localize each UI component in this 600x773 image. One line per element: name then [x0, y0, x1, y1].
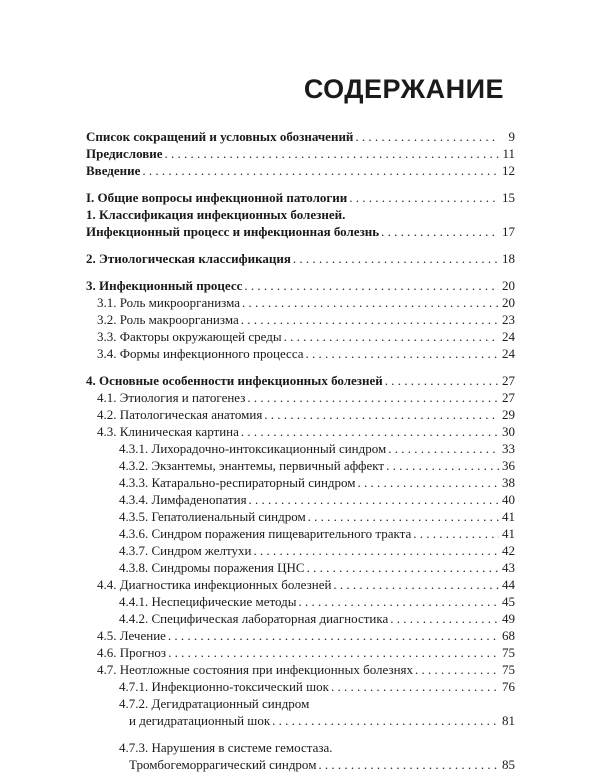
- toc-entry-title: Введение: [86, 163, 141, 178]
- toc-entry-page-number: 36: [502, 458, 515, 473]
- toc-entry: [86, 423, 515, 440]
- toc-entry: [86, 345, 515, 362]
- toc-entry-title: 4.3.7. Синдром желтухи: [119, 543, 252, 558]
- toc-entry: [86, 128, 515, 145]
- toc-entry-page-number: 41: [502, 509, 515, 524]
- dot-leader: [168, 627, 499, 644]
- toc-entry: [86, 661, 515, 678]
- toc-entry: [86, 695, 515, 712]
- dot-leader: [333, 576, 499, 593]
- toc-entry-title: 4.3.5. Гепатолиенальный синдром: [119, 509, 306, 524]
- dot-leader: [388, 440, 499, 457]
- dot-leader: [381, 223, 499, 240]
- toc-entry-title: 3.2. Роль макроорганизма: [97, 312, 239, 327]
- dot-leader: [390, 610, 499, 627]
- toc-entry-title: 4.4. Диагностика инфекционных болезней: [97, 577, 332, 592]
- dot-leader: [355, 128, 499, 145]
- toc-entry: [86, 712, 515, 729]
- toc-entry: [86, 610, 515, 627]
- table-of-contents: [86, 128, 515, 773]
- toc-entry: [86, 206, 515, 223]
- dot-leader: [264, 406, 499, 423]
- toc-entry-title: Тромбогеморрагический синдром: [129, 757, 317, 772]
- dot-leader: [253, 542, 499, 559]
- toc-entry-title: 3.4. Формы инфекционного процесса: [97, 346, 304, 361]
- toc-entry: [86, 145, 515, 162]
- toc-entry: [86, 593, 515, 610]
- toc-entry: [86, 576, 515, 593]
- dot-leader: [349, 189, 499, 206]
- dot-leader: [415, 661, 499, 678]
- toc-entry-page-number: 30: [502, 424, 515, 439]
- toc-entry-page-number: 38: [502, 475, 515, 490]
- toc-entry-title: 4.4.2. Специфическая лабораторная диагностика: [119, 611, 389, 626]
- toc-entry: [86, 328, 515, 345]
- toc-entry-page-number: 40: [502, 492, 515, 507]
- dot-leader: [272, 712, 499, 729]
- toc-entry-page-number: 68: [502, 628, 515, 643]
- dot-leader: [358, 474, 499, 491]
- dot-leader: [413, 525, 499, 542]
- toc-entry-page-number: 49: [502, 611, 515, 626]
- toc-entry-page-number: 17: [502, 224, 515, 239]
- toc-entry-page-number: 85: [502, 757, 515, 772]
- toc-entry: [86, 508, 515, 525]
- toc-entry-title: 4.3.1. Лихорадочно-интоксикационный синдром: [119, 441, 387, 456]
- toc-entry-title: 4.3.3. Катарально-респираторный синдром: [119, 475, 356, 490]
- toc-entry-page-number: 43: [502, 560, 515, 575]
- toc-entry-title: Предисловие: [86, 146, 163, 161]
- toc-entry: [86, 250, 515, 267]
- toc-entry-title: 4.3.4. Лимфаденопатия: [119, 492, 247, 507]
- toc-entry-page-number: 41: [502, 526, 515, 541]
- dot-leader: [241, 311, 499, 328]
- toc-entry-title: I. Общие вопросы инфекционной патологии: [86, 190, 348, 205]
- toc-entry: [86, 311, 515, 328]
- toc-entry: [86, 474, 515, 491]
- dot-leader: [307, 559, 499, 576]
- dot-leader: [247, 389, 499, 406]
- dot-leader: [308, 508, 499, 525]
- toc-entry-page-number: 20: [502, 295, 515, 310]
- toc-entry: [86, 457, 515, 474]
- toc-entry-title: 4.4.1. Неспецифические методы: [119, 594, 297, 609]
- toc-entry-title: 2. Этиологическая классификация: [86, 251, 291, 266]
- toc-entry-page-number: 81: [502, 713, 515, 728]
- toc-entry: [86, 277, 515, 294]
- toc-entry-page-number: 27: [502, 390, 515, 405]
- toc-entry-title: 3.1. Роль микроорганизма: [97, 295, 241, 310]
- toc-entry: [86, 389, 515, 406]
- toc-entry-page-number: 11: [502, 146, 515, 161]
- dot-leader: [293, 250, 499, 267]
- toc-entry-page-number: 45: [502, 594, 515, 609]
- toc-entry-page-number: 29: [502, 407, 515, 422]
- toc-entry: [86, 678, 515, 695]
- toc-entry: [86, 223, 515, 240]
- toc-entry: [86, 559, 515, 576]
- toc-entry-title: Список сокращений и условных обозначений: [86, 129, 354, 144]
- toc-entry-title: 4.7.3. Нарушения в системе гемостаза.: [119, 740, 333, 755]
- toc-entry-page-number: 15: [502, 190, 515, 205]
- toc-entry-title: 4.7. Неотложные состояния при инфекционных болезнях: [97, 662, 414, 677]
- dot-leader: [168, 644, 499, 661]
- toc-entry-title: 4.5. Лечение: [97, 628, 166, 643]
- dot-leader: [331, 678, 499, 695]
- dot-leader: [142, 162, 499, 179]
- page-title: СОДЕРЖАНИЕ: [303, 74, 504, 104]
- toc-entry-page-number: 75: [502, 645, 515, 660]
- toc-entry: [86, 542, 515, 559]
- toc-entry-title: 3.3. Факторы окружающей среды: [97, 329, 282, 344]
- dot-leader: [306, 345, 499, 362]
- toc-entry: [86, 627, 515, 644]
- toc-entry: [86, 756, 515, 773]
- toc-entry-title: 4.3.8. Синдромы поражения ЦНС: [119, 560, 305, 575]
- dot-leader: [386, 457, 499, 474]
- toc-entry-title: 4.2. Патологическая анатомия: [97, 407, 263, 422]
- toc-entry-page-number: 76: [502, 679, 515, 694]
- toc-entry-page-number: 18: [502, 251, 515, 266]
- toc-entry: [86, 372, 515, 389]
- toc-entry: [86, 739, 515, 756]
- toc-entry-title: 4. Основные особенности инфекционных болезней: [86, 373, 383, 388]
- toc-entry-page-number: 23: [502, 312, 515, 327]
- toc-entry-page-number: 44: [502, 577, 515, 592]
- dot-leader: [284, 328, 499, 345]
- toc-entry-page-number: 27: [502, 373, 515, 388]
- toc-entry-page-number: 12: [502, 163, 515, 178]
- dot-leader: [385, 372, 499, 389]
- toc-entry-page-number: 33: [502, 441, 515, 456]
- toc-entry-title: 3. Инфекционный процесс: [86, 278, 243, 293]
- dot-leader: [298, 593, 499, 610]
- toc-entry-title: Инфекционный процесс и инфекционная болезнь: [86, 224, 380, 239]
- toc-entry-title: 4.3.6. Синдром поражения пищеварительного тракта: [119, 526, 412, 541]
- toc-entry-page-number: 24: [502, 329, 515, 344]
- toc-entry-title: 4.7.2. Дегидратационный синдром: [119, 696, 310, 711]
- toc-entry-title: 1. Классификация инфекционных болезней.: [86, 207, 346, 222]
- toc-entry: [86, 525, 515, 542]
- toc-entry: [86, 189, 515, 206]
- dot-leader: [318, 756, 499, 773]
- toc-entry-page-number: 9: [508, 129, 515, 144]
- toc-entry-title: 4.1. Этиология и патогенез: [97, 390, 246, 405]
- dot-leader: [249, 491, 499, 508]
- dot-leader: [241, 423, 499, 440]
- toc-entry-page-number: 20: [502, 278, 515, 293]
- toc-entry: [86, 491, 515, 508]
- toc-entry-page-number: 24: [502, 346, 515, 361]
- toc-entry-page-number: 42: [502, 543, 515, 558]
- dot-leader: [242, 294, 499, 311]
- toc-entry-title: 4.3. Клиническая картина: [97, 424, 239, 439]
- toc-entry: [86, 440, 515, 457]
- toc-entry: [86, 294, 515, 311]
- toc-entry-title: 4.6. Прогноз: [97, 645, 167, 660]
- dot-leader: [165, 145, 499, 162]
- toc-entry-title: 4.7.1. Инфекционно-токсический шок: [119, 679, 329, 694]
- toc-entry-title: 4.3.2. Экзантемы, энантемы, первичный аффект: [119, 458, 385, 473]
- dot-leader: [244, 277, 499, 294]
- toc-entry-page-number: 75: [502, 662, 515, 677]
- toc-entry: [86, 644, 515, 661]
- toc-entry: [86, 162, 515, 179]
- toc-entry: [86, 406, 515, 423]
- toc-entry-title: и дегидратационный шок: [129, 713, 271, 728]
